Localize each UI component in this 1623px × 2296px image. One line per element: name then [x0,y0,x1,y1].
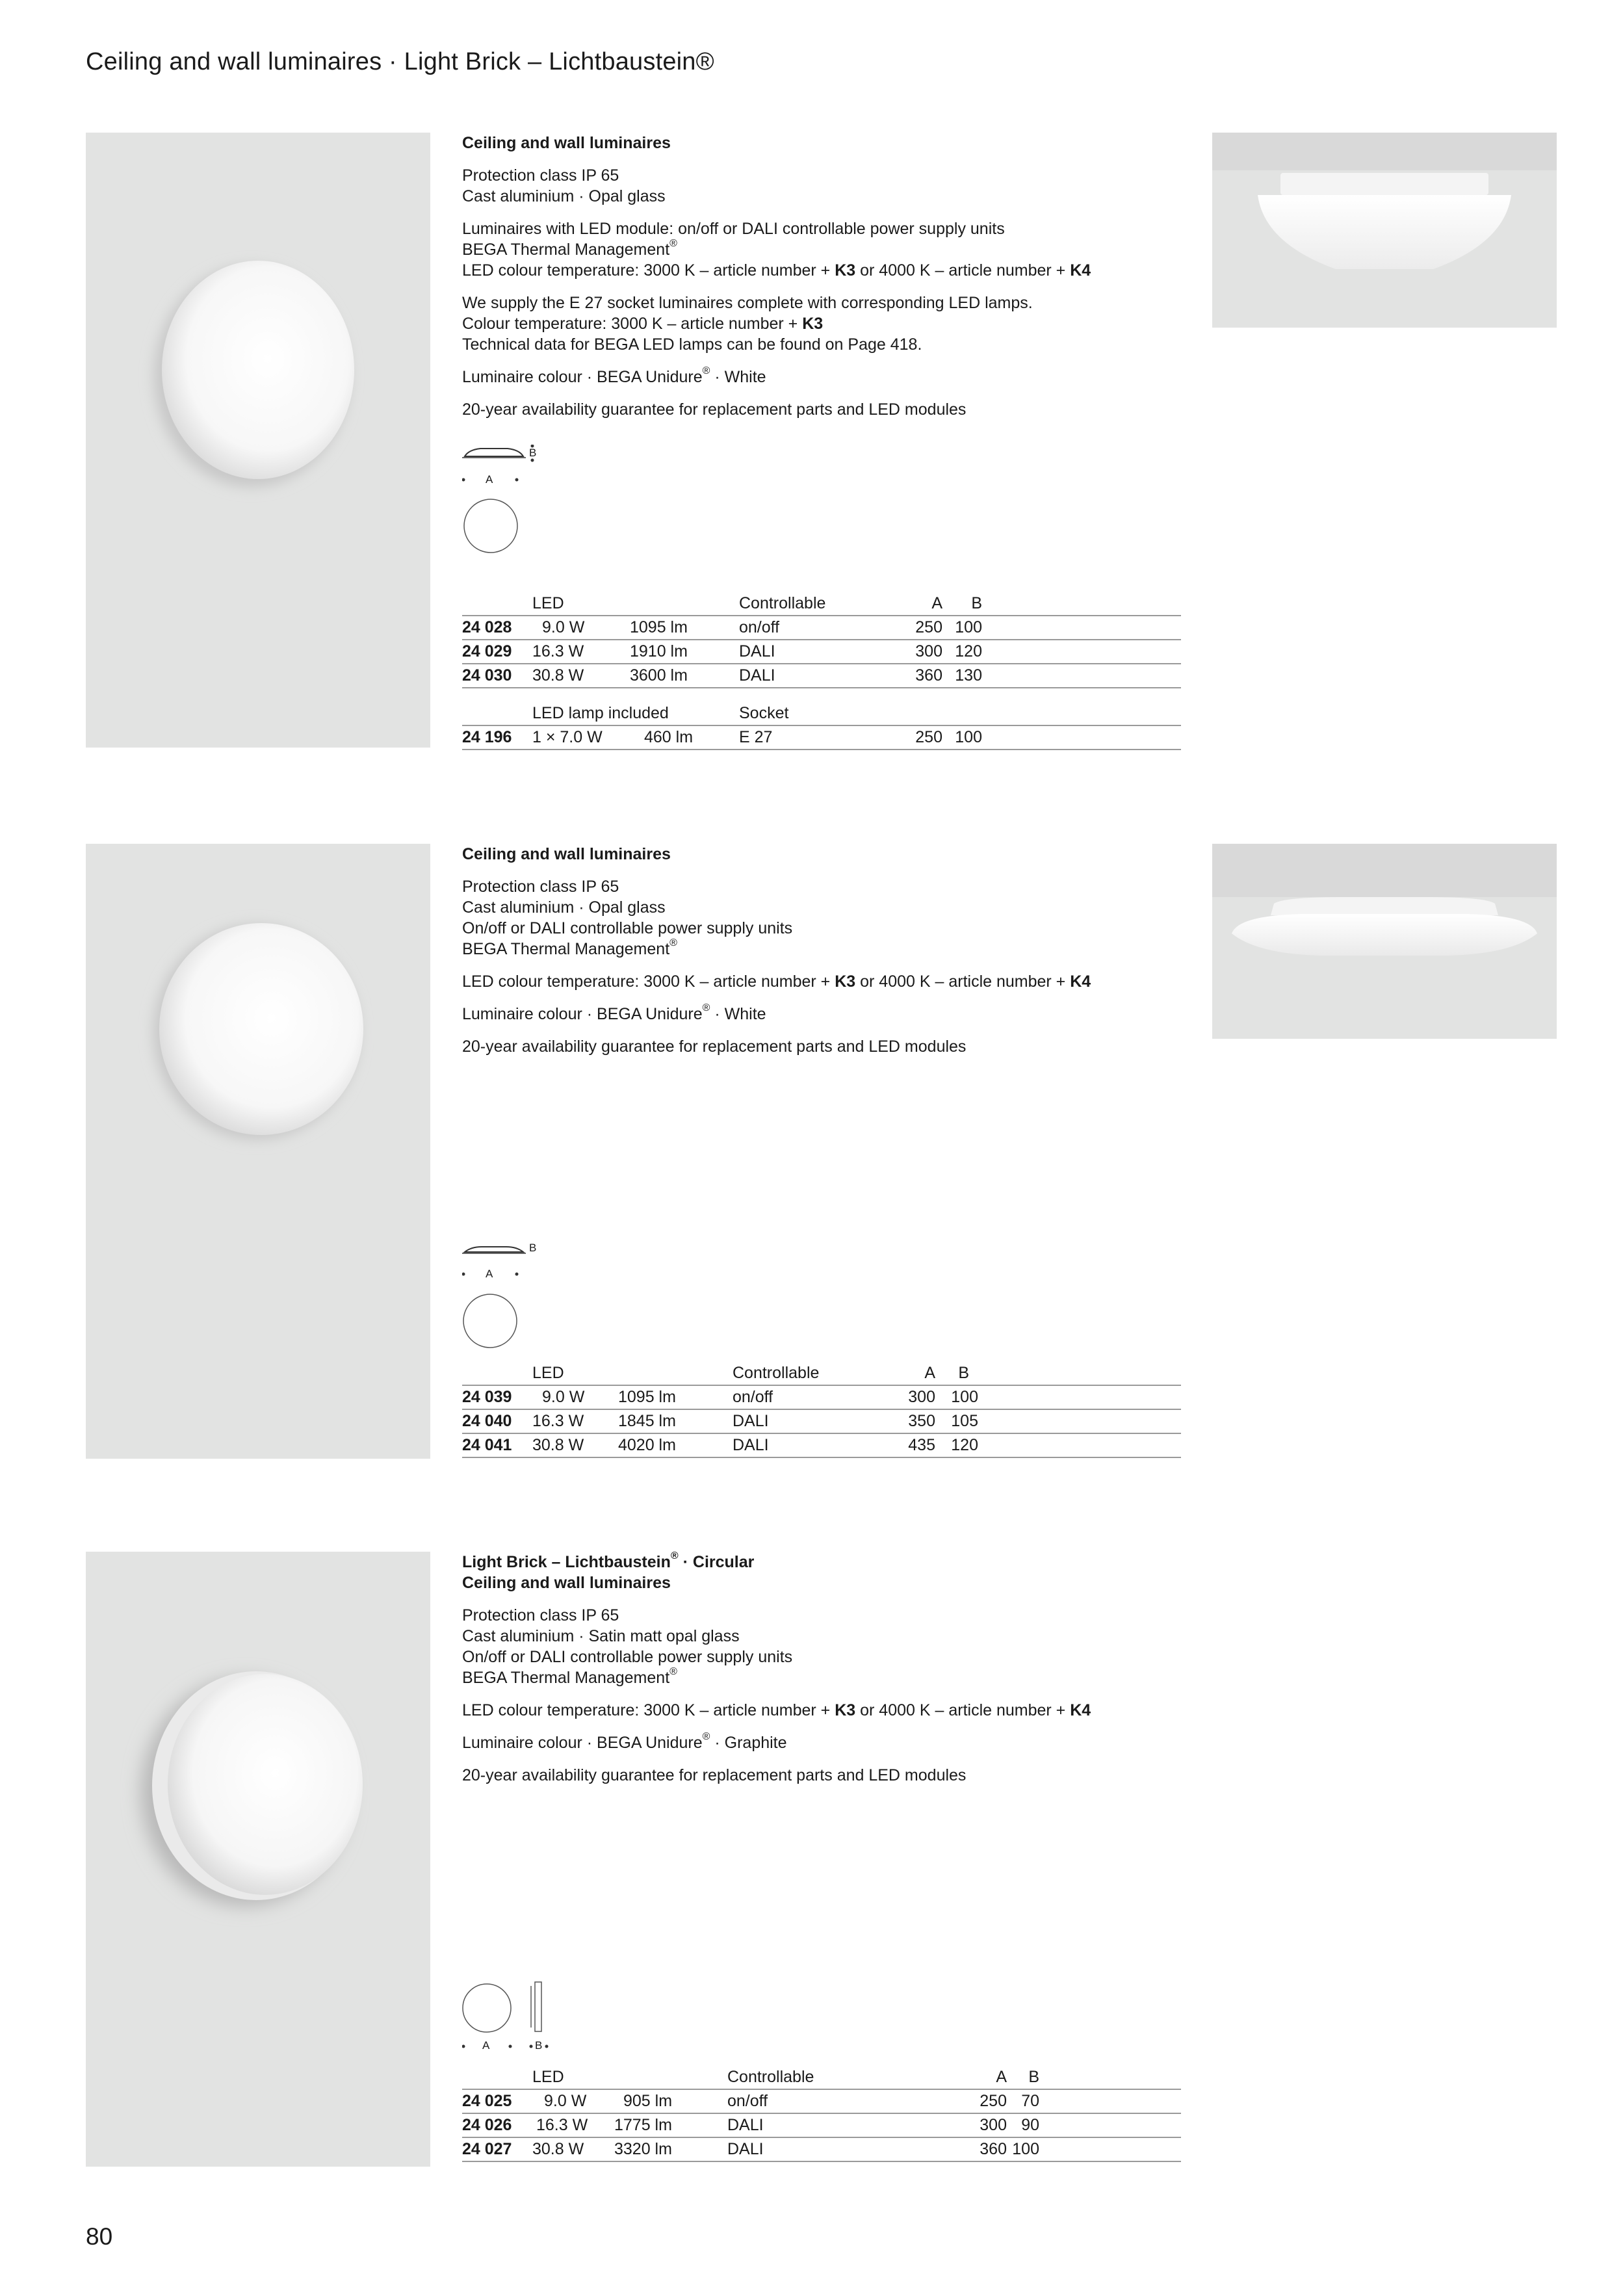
spec-line: On/off or DALI controllable power supply units [462,919,793,937]
dimension-b-label: B [529,447,537,459]
luminaire-colour-line: Luminaire colour · BEGA Unidure® · White [462,1002,766,1023]
spec-line: BEGA Thermal Management® [462,937,677,958]
product-description-2 [462,844,1184,1069]
section-title: Ceiling and wall luminaires [462,1574,671,1592]
column-header: A [905,592,942,616]
column-header: Controllable [739,592,905,616]
luminaire-colour-line: Luminaire colour · BEGA Unidure® · Graphite [462,1730,787,1752]
column-header: B [1007,2065,1047,2089]
spec-line: Technical data for BEGA LED lamps can be found on Page 418. [462,335,922,354]
table-header [462,1361,1181,1385]
page-number: 80 [86,2223,113,2250]
column-header: B [935,1361,982,1385]
dimension-a-label: A [486,473,493,486]
table-row: 24 030 30.8 W 3600 lm DALI 360 130 [462,664,1181,688]
dimension-a-label: A [486,1268,493,1280]
section-subtitle: Light Brick – Lichtbaustein® · Circular [462,1550,755,1571]
product-photo-side [1212,844,1557,1039]
dimension-a-label: A [482,2039,490,2052]
column-header: B [942,592,982,616]
spec-line: Protection class IP 65 [462,878,619,896]
spec-table [462,592,1181,750]
spec-table [462,1361,1181,1458]
spec-line: Luminaires with LED module: on/off or DALI controllable power supply units [462,220,1005,238]
dimension-b-label: B [535,2039,543,2052]
spec-line: Cast aluminium · Satin matt opal glass [462,1627,740,1645]
luminaire-wall-view-image [86,844,430,1459]
spec-line: Protection class IP 65 [462,1606,619,1624]
luminaire-wall-view-image [86,133,430,748]
spec-line: Colour temperature: 3000 K – article number + K3 [462,315,824,333]
product-description-1 [462,133,1184,432]
column-header: LED [532,2065,610,2089]
column-header: LED [532,1361,618,1385]
colour-temperature-line: LED colour temperature: 3000 K – article number + K3 or 4000 K – article number + K4 [462,972,1091,991]
product-description-3 [462,1552,1184,1797]
spec-line: On/off or DALI controllable power supply units [462,1648,793,1666]
guarantee-line: 20-year availability guarantee for replacement parts and LED modules [462,1037,967,1056]
product-photo-wall [86,1552,430,2167]
table-header [462,701,1181,725]
dimension-drawing-icon [462,1242,553,1359]
product-section-1 [0,133,1623,750]
spec-line: Cast aluminium · Opal glass [462,898,666,917]
table-row: 24 029 16.3 W 1910 lm DALI 300 120 [462,640,1181,664]
table-header [462,592,1181,616]
section-title: Ceiling and wall luminaires [462,845,671,863]
page-header: Ceiling and wall luminaires · Light Brick – Lichtbaustein® [86,48,714,75]
product-section-2 [0,844,1623,1461]
spec-table [462,2065,1181,2162]
table-header [462,2065,1181,2089]
column-header: LED lamp included [532,701,739,725]
column-header: Socket [739,701,905,725]
luminaire-colour-line: Luminaire colour · BEGA Unidure® · White [462,365,766,386]
section-title: Ceiling and wall luminaires [462,134,671,152]
luminaire-wall-view-image [86,1552,430,2167]
product-photo-wall [86,133,430,748]
table-row: 24 196 1 × 7.0 W 460 lm E 27 250 100 [462,725,1181,750]
table-row: 24 027 30.8 W 3320 lm DALI 360 100 [462,2137,1181,2161]
column-header: A [974,2065,1007,2089]
spec-line: We supply the E 27 socket luminaires complete with corresponding LED lamps. [462,294,1033,312]
colour-temperature-line: LED colour temperature: 3000 K – article number + K3 or 4000 K – article number + K4 [462,1701,1091,1719]
column-header: A [898,1361,935,1385]
product-photo-side [1212,133,1557,328]
dimension-diagram [462,1242,553,1359]
guarantee-line: 20-year availability guarantee for replacement parts and LED modules [462,1766,967,1784]
spec-line: Protection class IP 65 [462,166,619,185]
spec-line: BEGA Thermal Management® [462,1665,677,1687]
dimension-drawing-icon [462,445,553,562]
column-header: Controllable [727,2065,974,2089]
spec-line: Cast aluminium · Opal glass [462,187,666,205]
luminaire-side-view-image [1212,133,1557,328]
column-header: LED [532,592,630,616]
colour-temperature-line: LED colour temperature: 3000 K – article number + K3 or 4000 K – article number + K4 [462,261,1091,280]
table-row: 24 041 30.8 W 4020 lm DALI 435 120 [462,1433,1181,1457]
dimension-b-label: B [529,1242,537,1254]
product-photo-wall [86,844,430,1459]
guarantee-line: 20-year availability guarantee for replacement parts and LED modules [462,400,967,419]
luminaire-side-view-image [1212,844,1557,1039]
table-row: 24 025 9.0 W 905 lm on/off 250 70 [462,2089,1181,2113]
spec-line: BEGA Thermal Management® [462,237,677,259]
dimension-diagram [462,445,553,562]
table-row: 24 028 9.0 W 1095 lm on/off 250 100 [462,616,1181,640]
table-row: 24 039 9.0 W 1095 lm on/off 300 100 [462,1385,1181,1409]
product-section-3 [0,1552,1623,2169]
table-row: 24 040 16.3 W 1845 lm DALI 350 105 [462,1409,1181,1433]
column-header: Controllable [733,1361,898,1385]
table-row: 24 026 16.3 W 1775 lm DALI 300 90 [462,2113,1181,2137]
